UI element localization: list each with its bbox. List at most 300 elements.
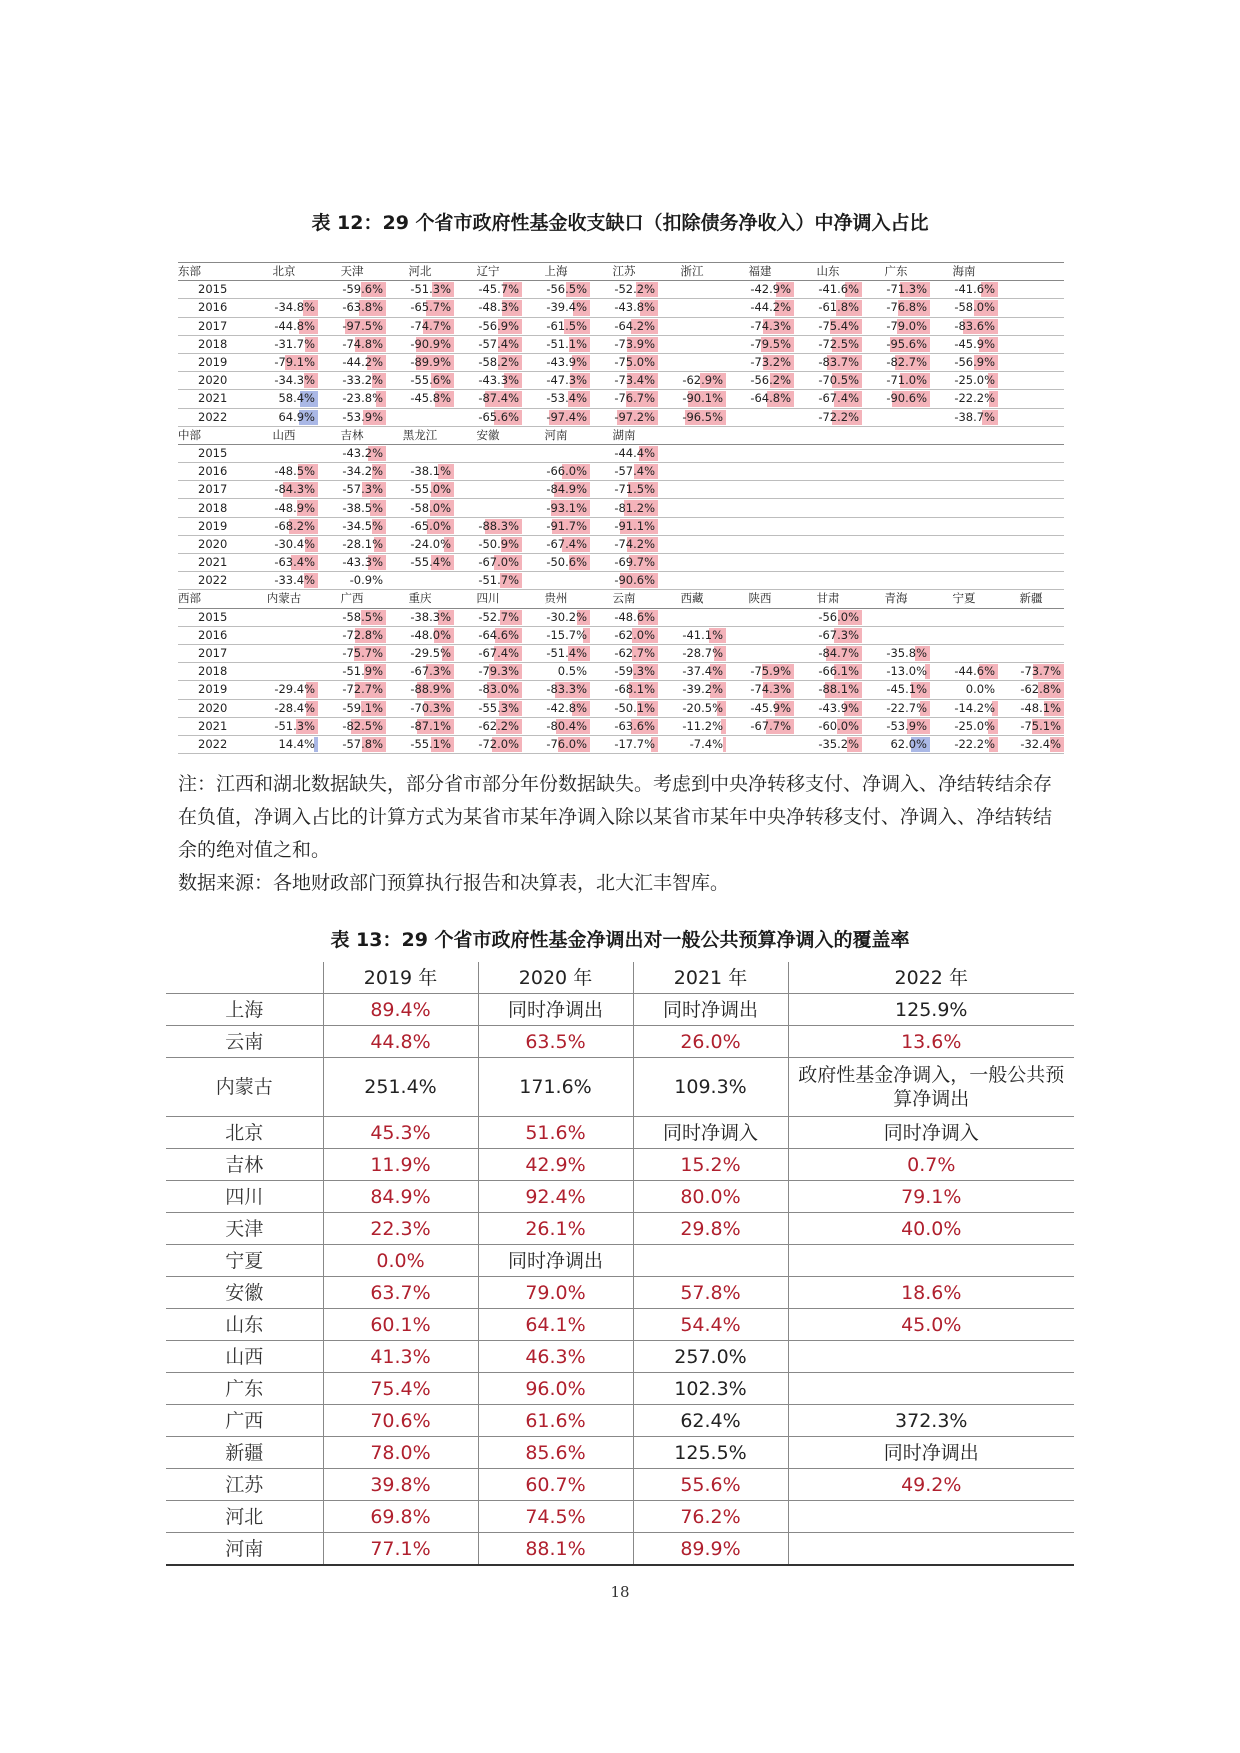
table-row (166, 1501, 1074, 1533)
ratio-value: -70.3% (410, 700, 451, 715)
ratio-cell (794, 317, 862, 335)
ratio-value: -0.9% (349, 573, 383, 588)
ratio-cell (930, 681, 998, 699)
ratio-value: -39.2% (682, 682, 723, 697)
ratio-cell (522, 572, 590, 590)
coverage-cell (633, 1245, 788, 1277)
ratio-cell (658, 608, 726, 626)
coverage-cell: 251.4% (323, 1058, 478, 1117)
ratio-cell (590, 390, 658, 408)
ratio-cell (794, 517, 862, 535)
ratio-cell (318, 444, 386, 462)
ratio-value: -44.2% (342, 355, 383, 370)
ratio-cell (658, 735, 726, 753)
ratio-cell (318, 372, 386, 390)
ratio-value: -53.9% (342, 409, 383, 424)
province-header (658, 426, 726, 444)
ratio-cell (590, 735, 658, 753)
province-header: 云南 (590, 590, 658, 608)
ratio-cell (998, 608, 1064, 626)
ratio-value: -72.8% (342, 627, 383, 642)
ratio-value: -62.2% (478, 718, 519, 733)
ratio-cell (726, 463, 794, 481)
province-header (794, 426, 862, 444)
ratio-cell (658, 535, 726, 553)
table-row (178, 626, 1064, 644)
coverage-cell: 同时净调出 (478, 1245, 633, 1277)
coverage-cell: 88.1% (478, 1533, 633, 1566)
coverage-cell: 60.1% (323, 1309, 478, 1341)
ratio-cell (998, 554, 1064, 572)
ratio-value: -79.1% (274, 355, 315, 370)
table-row (178, 408, 1064, 426)
coverage-cell: 62.4% (633, 1405, 788, 1437)
coverage-cell (788, 1533, 1074, 1566)
year-cell: 2018 (178, 335, 250, 353)
ratio-cell (998, 717, 1064, 735)
ratio-value: 0.0% (965, 682, 995, 697)
ratio-cell (794, 681, 862, 699)
ratio-cell (658, 644, 726, 662)
ratio-value: -76.7% (614, 391, 655, 406)
ratio-cell (250, 353, 318, 371)
ratio-cell (522, 517, 590, 535)
ratio-cell (794, 572, 862, 590)
ratio-value: -90.6% (614, 573, 655, 588)
ratio-value: -58.0% (410, 500, 451, 515)
ratio-value: -74.7% (410, 318, 451, 333)
coverage-cell: 57.8% (633, 1277, 788, 1309)
ratio-cell (386, 444, 454, 462)
ratio-cell (590, 663, 658, 681)
ratio-cell (862, 663, 930, 681)
province-header: 山西 (250, 426, 318, 444)
ratio-cell (386, 281, 454, 299)
ratio-cell (590, 463, 658, 481)
ratio-cell (862, 317, 930, 335)
coverage-cell: 77.1% (323, 1533, 478, 1566)
ratio-cell (386, 663, 454, 681)
ratio-value: -67.3% (410, 664, 451, 679)
ratio-value: -22.2% (954, 736, 995, 751)
table-row (178, 644, 1064, 662)
ratio-value: -41.1% (682, 627, 723, 642)
ratio-cell (318, 735, 386, 753)
table-row (166, 1245, 1074, 1277)
ratio-cell (930, 335, 998, 353)
ratio-cell (726, 299, 794, 317)
ratio-cell (386, 608, 454, 626)
ratio-value: -25.0% (954, 373, 995, 388)
ratio-cell (998, 444, 1064, 462)
table-row (178, 281, 1064, 299)
ratio-cell (386, 463, 454, 481)
table-row (166, 1117, 1074, 1149)
ratio-cell (590, 372, 658, 390)
ratio-value: -39.4% (546, 300, 587, 315)
table-header-row (166, 962, 1074, 994)
ratio-cell (726, 372, 794, 390)
ratio-cell (930, 699, 998, 717)
table-row (178, 735, 1064, 753)
year-cell: 2022 (178, 572, 250, 590)
table-row (166, 1405, 1074, 1437)
province-header: 内蒙古 (250, 590, 318, 608)
ratio-cell (250, 626, 318, 644)
ratio-cell (998, 626, 1064, 644)
province-cell: 云南 (166, 1026, 323, 1058)
coverage-cell: 41.3% (323, 1341, 478, 1373)
ratio-cell (250, 317, 318, 335)
ratio-value: -84.7% (818, 646, 859, 661)
ratio-cell (454, 572, 522, 590)
coverage-cell: 18.6% (788, 1277, 1074, 1309)
table-row (166, 1533, 1074, 1566)
ratio-cell (318, 317, 386, 335)
province-cell: 四川 (166, 1181, 323, 1213)
ratio-value: -64.2% (614, 318, 655, 333)
ratio-value: -55.3% (478, 700, 519, 715)
ratio-value: -52.2% (614, 282, 655, 297)
coverage-cell: 15.2% (633, 1149, 788, 1181)
coverage-cell: 29.8% (633, 1213, 788, 1245)
ratio-value: -63.8% (342, 300, 383, 315)
ratio-cell (250, 663, 318, 681)
ratio-cell (862, 699, 930, 717)
ratio-cell (318, 663, 386, 681)
ratio-cell (862, 481, 930, 499)
ratio-value: -79.3% (478, 664, 519, 679)
ratio-cell (250, 499, 318, 517)
ratio-value: -15.7% (546, 627, 587, 642)
ratio-cell (658, 626, 726, 644)
ratio-cell (318, 408, 386, 426)
ratio-value: -38.7% (954, 409, 995, 424)
ratio-cell (658, 681, 726, 699)
ratio-cell (522, 608, 590, 626)
ratio-cell (930, 390, 998, 408)
ratio-cell (930, 408, 998, 426)
province-header: 上海 (522, 263, 590, 281)
ratio-value: -70.5% (818, 373, 859, 388)
ratio-cell (454, 699, 522, 717)
ratio-value: -74.2% (614, 536, 655, 551)
ratio-value: -42.9% (750, 282, 791, 297)
ratio-cell (454, 408, 522, 426)
ratio-value: -73.4% (614, 373, 655, 388)
ratio-value: -34.3% (274, 373, 315, 388)
ratio-cell (250, 281, 318, 299)
column-header: 2022 年 (788, 962, 1074, 994)
ratio-cell (386, 735, 454, 753)
ratio-value: -71.5% (614, 482, 655, 497)
ratio-cell (794, 299, 862, 317)
ratio-cell (454, 372, 522, 390)
province-header: 黑龙江 (386, 426, 454, 444)
ratio-value: -51.1% (546, 336, 587, 351)
province-header: 江苏 (590, 263, 658, 281)
ratio-cell (998, 681, 1064, 699)
ratio-value: -68.2% (274, 518, 315, 533)
ratio-cell (318, 681, 386, 699)
ratio-cell (590, 408, 658, 426)
ratio-cell (930, 444, 998, 462)
ratio-value: -89.9% (410, 355, 451, 370)
ratio-value: -29.5% (410, 646, 451, 661)
ratio-value: -22.7% (886, 700, 927, 715)
ratio-cell (454, 463, 522, 481)
ratio-value: -82.5% (342, 718, 383, 733)
ratio-value: -73.7% (1020, 664, 1061, 679)
ratio-cell (318, 554, 386, 572)
table-row (178, 353, 1064, 371)
province-header (862, 426, 930, 444)
province-cell: 新疆 (166, 1437, 323, 1469)
ratio-value: -73.2% (750, 355, 791, 370)
ratio-cell (998, 699, 1064, 717)
ratio-cell (318, 390, 386, 408)
ratio-cell (998, 463, 1064, 481)
ratio-cell (658, 408, 726, 426)
ratio-cell (998, 663, 1064, 681)
ratio-cell (862, 626, 930, 644)
ratio-cell (454, 644, 522, 662)
year-cell: 2022 (178, 408, 250, 426)
ratio-value: -57.4% (614, 464, 655, 479)
table-13-title: 表 13：29 个省市政府性基金净调出对一般公共预算净调入的覆盖率 (330, 929, 910, 951)
ratio-cell (794, 699, 862, 717)
ratio-cell (590, 499, 658, 517)
ratio-value: -71.3% (886, 282, 927, 297)
province-header: 陕西 (726, 590, 794, 608)
ratio-cell (590, 353, 658, 371)
ratio-cell (862, 335, 930, 353)
ratio-value: -38.1% (410, 464, 451, 479)
ratio-value: -31.7% (274, 336, 315, 351)
ratio-value: -45.9% (954, 336, 995, 351)
ratio-value: -22.2% (954, 391, 995, 406)
coverage-cell: 257.0% (633, 1341, 788, 1373)
ratio-cell (658, 699, 726, 717)
ratio-value: -55.1% (410, 736, 451, 751)
ratio-cell (454, 299, 522, 317)
region-header-row (178, 426, 1064, 444)
coverage-cell: 372.3% (788, 1405, 1074, 1437)
ratio-cell (250, 390, 318, 408)
ratio-value: 58.4% (278, 391, 315, 406)
ratio-cell (386, 644, 454, 662)
ratio-value: -67.3% (818, 627, 859, 642)
ratio-value: -53.4% (546, 391, 587, 406)
ratio-value: -43.3% (478, 373, 519, 388)
year-cell: 2019 (178, 353, 250, 371)
ratio-value: -97.4% (546, 409, 587, 424)
ratio-value: -53.9% (886, 718, 927, 733)
ratio-cell (454, 390, 522, 408)
ratio-cell (250, 608, 318, 626)
coverage-cell: 69.8% (323, 1501, 478, 1533)
ratio-value: -30.4% (274, 536, 315, 551)
province-cell: 上海 (166, 994, 323, 1026)
column-header: 2020 年 (478, 962, 633, 994)
table-row (178, 335, 1064, 353)
ratio-value: -96.5% (682, 409, 723, 424)
ratio-value: -76.8% (886, 300, 927, 315)
ratio-cell (998, 517, 1064, 535)
ratio-cell (454, 499, 522, 517)
ratio-cell (318, 608, 386, 626)
coverage-cell: 40.0% (788, 1213, 1074, 1245)
coverage-cell: 89.9% (633, 1533, 788, 1566)
ratio-value: -62.0% (614, 627, 655, 642)
coverage-cell: 171.6% (478, 1058, 633, 1117)
ratio-cell (794, 608, 862, 626)
ratio-cell (454, 335, 522, 353)
ratio-cell (658, 572, 726, 590)
ratio-value: -32.4% (1020, 736, 1061, 751)
year-cell: 2022 (178, 735, 250, 753)
ratio-cell (250, 299, 318, 317)
coverage-cell: 26.1% (478, 1213, 633, 1245)
ratio-cell (250, 735, 318, 753)
coverage-cell: 同时净调出 (788, 1437, 1074, 1469)
ratio-value: 0.5% (557, 664, 587, 679)
ratio-cell (726, 644, 794, 662)
province-header: 西藏 (658, 590, 726, 608)
ratio-value: -50.6% (546, 555, 587, 570)
ratio-value: -41.6% (954, 282, 995, 297)
ratio-value: -59.3% (614, 664, 655, 679)
ratio-value: -58.2% (478, 355, 519, 370)
ratio-value: -51.7% (478, 573, 519, 588)
coverage-cell: 42.9% (478, 1149, 633, 1181)
year-cell: 2017 (178, 317, 250, 335)
page-number: 18 (610, 1583, 630, 1601)
table-12-note (178, 768, 1068, 900)
ratio-cell (862, 299, 930, 317)
ratio-value: -90.6% (886, 391, 927, 406)
ratio-cell (998, 535, 1064, 553)
year-cell: 2020 (178, 535, 250, 553)
coverage-cell: 45.0% (788, 1309, 1074, 1341)
ratio-value: -25.0% (954, 718, 995, 733)
ratio-cell (454, 663, 522, 681)
ratio-value: -74.3% (750, 318, 791, 333)
ratio-cell (998, 735, 1064, 753)
ratio-value: -80.4% (546, 718, 587, 733)
ratio-cell (318, 463, 386, 481)
ratio-value: -56.2% (750, 373, 791, 388)
ratio-cell (794, 717, 862, 735)
ratio-cell (454, 735, 522, 753)
ratio-cell (250, 535, 318, 553)
ratio-value: -87.1% (410, 718, 451, 733)
ratio-value: -82.7% (886, 355, 927, 370)
coverage-cell: 102.3% (633, 1373, 788, 1405)
ratio-cell (522, 644, 590, 662)
ratio-value: -55.0% (410, 482, 451, 497)
ratio-cell (454, 444, 522, 462)
ratio-cell (658, 299, 726, 317)
ratio-cell (250, 444, 318, 462)
ratio-cell (590, 281, 658, 299)
ratio-value: -93.1% (546, 500, 587, 515)
ratio-cell (998, 572, 1064, 590)
ratio-value: -38.5% (342, 500, 383, 515)
coverage-cell: 同时净调出 (633, 994, 788, 1026)
ratio-value: -33.2% (342, 373, 383, 388)
ratio-cell (590, 554, 658, 572)
ratio-value: -48.6% (614, 609, 655, 624)
ratio-cell (930, 317, 998, 335)
province-header: 重庆 (386, 590, 454, 608)
ratio-cell (998, 644, 1064, 662)
ratio-value: -83.6% (954, 318, 995, 333)
ratio-cell (930, 353, 998, 371)
ratio-value: -63.6% (614, 718, 655, 733)
table-row (166, 1213, 1074, 1245)
ratio-cell (930, 735, 998, 753)
ratio-cell (930, 572, 998, 590)
ratio-cell (794, 535, 862, 553)
ratio-value: -75.7% (342, 646, 383, 661)
ratio-cell (522, 299, 590, 317)
ratio-value: -43.9% (546, 355, 587, 370)
ratio-cell (590, 717, 658, 735)
coverage-cell: 84.9% (323, 1181, 478, 1213)
province-header (726, 426, 794, 444)
ratio-value: -72.0% (478, 736, 519, 751)
ratio-cell (318, 353, 386, 371)
province-cell: 北京 (166, 1117, 323, 1149)
ratio-value: -44.6% (954, 664, 995, 679)
ratio-cell (318, 481, 386, 499)
ratio-cell (726, 626, 794, 644)
coverage-cell: 74.5% (478, 1501, 633, 1533)
ratio-value: -90.9% (410, 336, 451, 351)
ratio-cell (318, 335, 386, 353)
coverage-cell: 45.3% (323, 1117, 478, 1149)
ratio-cell (454, 681, 522, 699)
ratio-cell (454, 717, 522, 735)
ratio-value: -65.7% (410, 300, 451, 315)
ratio-value: -75.0% (614, 355, 655, 370)
ratio-cell (522, 481, 590, 499)
ratio-value: -74.3% (750, 682, 791, 697)
province-header: 河南 (522, 426, 590, 444)
ratio-value: -44.2% (750, 300, 791, 315)
province-cell: 河北 (166, 1501, 323, 1533)
year-cell: 2017 (178, 481, 250, 499)
year-cell: 2020 (178, 699, 250, 717)
table-row (178, 372, 1064, 390)
table-row (166, 1469, 1074, 1501)
ratio-cell (454, 608, 522, 626)
ratio-value: -45.9% (750, 700, 791, 715)
ratio-cell (998, 335, 1064, 353)
ratio-cell (794, 353, 862, 371)
table-row (166, 1058, 1074, 1117)
ratio-value: -88.9% (410, 682, 451, 697)
ratio-value: -45.7% (478, 282, 519, 297)
ratio-cell (454, 626, 522, 644)
ratio-value: -24.0% (410, 536, 451, 551)
ratio-cell (794, 281, 862, 299)
table-row (178, 390, 1064, 408)
ratio-cell (386, 372, 454, 390)
ratio-value: -11.2% (682, 718, 723, 733)
ratio-cell (454, 281, 522, 299)
